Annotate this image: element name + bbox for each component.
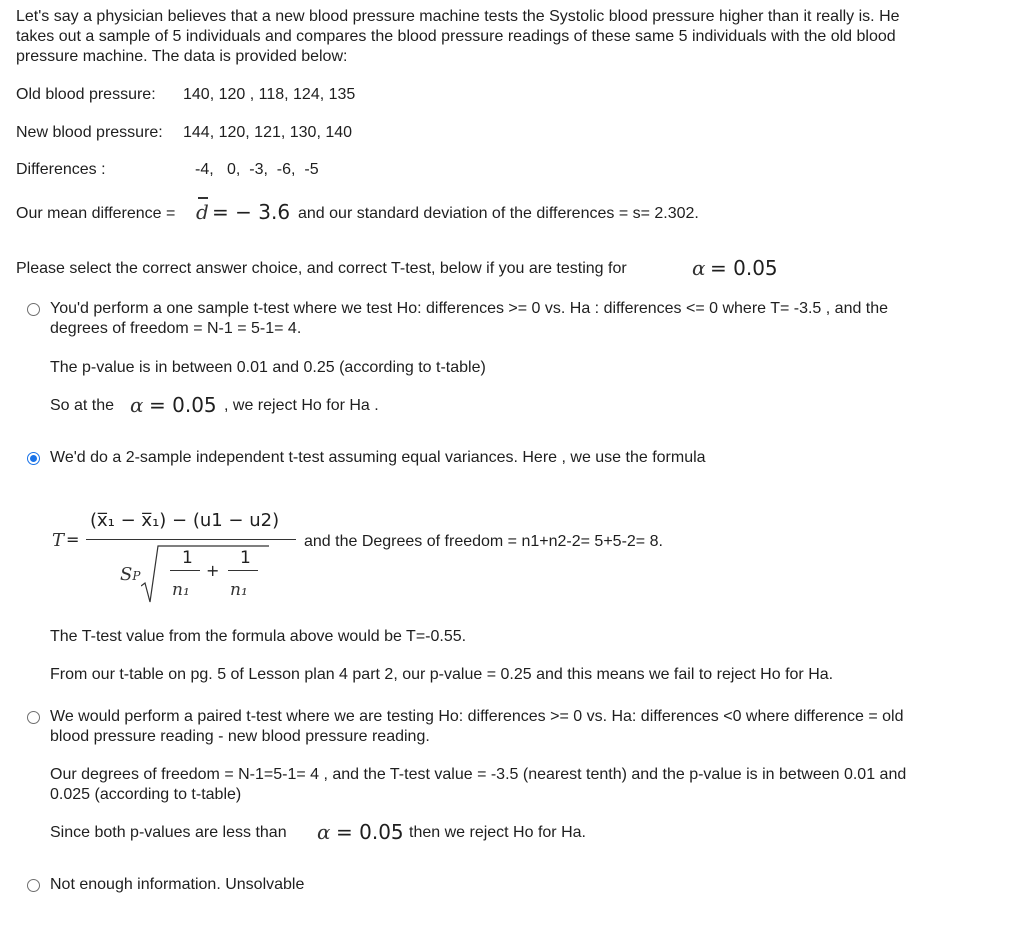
d-bar-symbol: d [196, 200, 209, 224]
formula-numerator: (x̅₁ − x̅₁) − (u1 − u2) [90, 510, 280, 531]
dbar-overline [198, 197, 208, 199]
option-1-conclusion-prefix: So at the [50, 397, 115, 414]
old-bp-label: Old blood pressure: [16, 86, 156, 103]
option-3-label[interactable] [50, 707, 904, 747]
mean-diff-suffix: and our standard deviation of the differences = s= 2.302. [298, 205, 699, 222]
formula-frac-bar-b [228, 570, 258, 571]
option-1-line-2: degrees of freedom = N-1 = 5-1= 4. [50, 320, 302, 337]
formula-n-b: n₁ [230, 580, 248, 600]
differences-values: -4, 0, -3, -6, -5 [195, 161, 319, 178]
formula-n-a: n₁ [172, 580, 190, 600]
option-4-label[interactable]: Not enough information. Unsolvable [50, 876, 305, 893]
intro-line-3: pressure machine. The data is provided below: [16, 48, 348, 65]
formula-t: T [52, 530, 65, 551]
option-3-df-line-2: 0.025 (according to t-table) [50, 786, 242, 803]
option-1-radio[interactable] [27, 303, 40, 316]
option-2-tvalue-text: The T-test value from the formula above would be T=-0.55. [50, 628, 467, 645]
option-3-conclusion-prefix: Since both p-values are less than [50, 824, 287, 841]
differences-label: Differences : [16, 161, 106, 178]
option-3-alpha-value: = 0.05 [336, 820, 404, 844]
option-1-alpha-symbol: α [130, 393, 144, 417]
formula-frac-bar-a [170, 570, 200, 571]
option-3-df-line-1: Our degrees of freedom = N-1=5-1= 4 , and the T-test value = -3.5 (nearest tenth) and the p-value is in between 0.01 and [50, 766, 907, 783]
mean-diff-value: = − 3.6 [212, 200, 291, 224]
option-1-label[interactable] [50, 299, 888, 339]
option-2-df-text: and the Degrees of freedom = n1+n2-2= 5+5-2= 8. [304, 533, 663, 550]
new-bp-values: 144, 120, 121, 130, 140 [183, 124, 353, 141]
intro-line-1: Let's say a physician believes that a new blood pressure machine tests the Systolic blood pressure higher than it really is. He [16, 8, 900, 25]
option-2-conclusion: From our t-table on pg. 5 of Lesson plan 4 part 2, our p-value = 0.25 and this means we fail to reject Ho for Ha. [50, 666, 834, 683]
formula-sp-s: S [120, 564, 133, 585]
option-1-alpha-value: = 0.05 [149, 393, 217, 417]
option-1-line-1: You'd perform a one sample t-test where we test Ho: differences >= 0 vs. Ha : differences <= 0 where T= -3.5 , and the [50, 300, 889, 317]
option-3-line-2: blood pressure reading - new blood pressure reading. [50, 728, 430, 745]
option-3-alpha-symbol: α [317, 820, 331, 844]
option-2-radio[interactable] [27, 452, 40, 465]
alpha-symbol: α [692, 256, 706, 280]
formula-one-a: 1 [182, 548, 193, 568]
formula-one-b: 1 [240, 548, 251, 568]
old-bp-values: 140, 120 , 118, 124, 135 [183, 86, 356, 103]
mean-diff-prefix: Our mean difference = [16, 205, 176, 222]
formula-equals: = [66, 530, 80, 549]
option-3-conclusion-suffix: then we reject Ho for Ha. [409, 824, 586, 841]
option-3-line-1: We would perform a paired t-test where we are testing Ho: differences >= 0 vs. Ha: differences <0 where difference = old [50, 708, 904, 725]
option-1-pvalue-text: The p-value is in between 0.01 and 0.25 (according to t-table) [50, 359, 486, 376]
option-1-conclusion-suffix: , we reject Ho for Ha . [224, 397, 379, 414]
formula-sp-sub: P [132, 569, 141, 583]
formula-plus: + [206, 561, 220, 580]
new-bp-label: New blood pressure: [16, 124, 163, 141]
intro-paragraph [16, 7, 900, 67]
formula-fraction-bar [86, 539, 296, 540]
alpha-value: = 0.05 [710, 256, 778, 280]
option-3-radio[interactable] [27, 711, 40, 724]
option-3-df-paragraph [50, 765, 906, 805]
formula-sp [120, 564, 140, 585]
question-text: Please select the correct answer choice, and correct T-test, below if you are testing for [16, 260, 627, 277]
option-2-label[interactable]: We'd do a 2-sample independent t-test assuming equal variances. Here , we use the formula [50, 449, 706, 466]
intro-line-2: takes out a sample of 5 individuals and compares the blood pressure readings of these same 5 individuals with the old blood [16, 28, 896, 45]
option-4-radio[interactable] [27, 879, 40, 892]
